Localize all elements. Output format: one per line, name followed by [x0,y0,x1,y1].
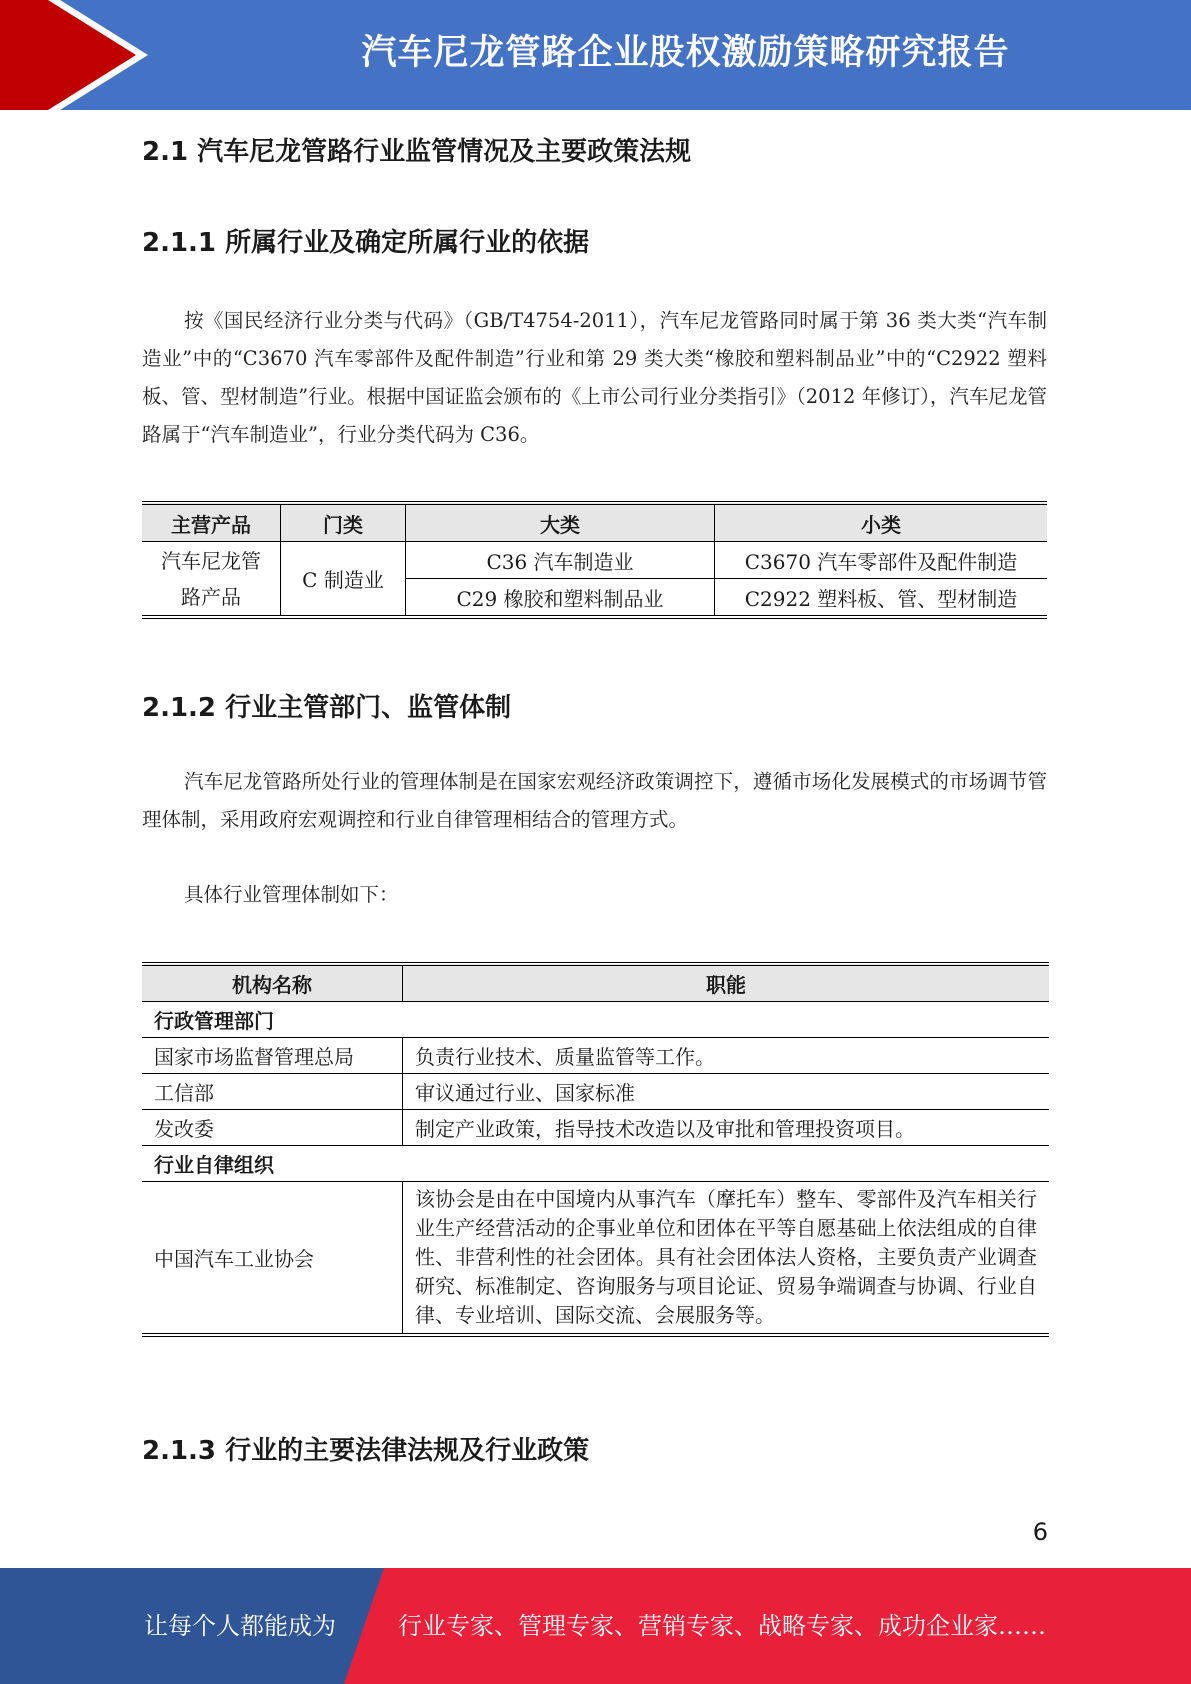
table-header-cell: 大类 [406,503,715,542]
org-duty-cell: 审议通过行业、国家标准 [403,1074,1050,1110]
table-row [142,1110,1049,1146]
regulator-table [142,962,1049,1337]
section-heading-2-1: 2.1 汽车尼龙管路行业监管情况及主要政策法规 [142,137,692,167]
table-header-cell: 小类 [715,503,1048,542]
section-heading-2-1-1: 2.1.1 所属行业及确定所属行业的依据 [142,228,590,258]
paragraph-classification-basis: 按《国民经济行业分类与代码》（GB/T4754-2011），汽车尼龙管路同时属于第 36 类大类“汽车制造业”中的“C3670 汽车零部件及配件制造”行业和第 29 类大类“橡胶和塑料制品业”中的“C2922 塑料板、管、型材制造”行业。根据中国证监会颁布的《上市公司行业分类指引》（2012 年修订），汽车尼龙管路属于“汽车制造业”，行业分类代码为 C36。 [142,309,1047,446]
org-duty-cell: 该协会是由在中国境内从事汽车（摩托车）整车、零部件及汽车相关行业生产经营活动的企事业单位和团体在平等自愿基础上依法组成的自律性、非营利性的社会团体。具有社会团体法人资格，主要负责产业调查研究、标准制定、咨询服务与项目论证、贸易争端调查与协调、行业自律、专业培训、国际交流、会展服务等。 [403,1182,1050,1336]
page-footer-band [0,1568,1191,1684]
paragraph-management-system: 汽车尼龙管路所处行业的管理体制是在国家宏观经济政策调控下，遵循市场化发展模式的市场调节管理体制，采用政府宏观调控和行业自律管理相结合的管理方式。 [142,770,1047,831]
table-header-cell: 主营产品 [142,503,281,542]
table-cell-major: C36 汽车制造业 [406,542,715,579]
table-cell-major: C29 橡胶和塑料制品业 [406,579,715,618]
table-cell-minor: C2922 塑料板、管、型材制造 [715,579,1048,618]
group-label-self-regulatory: 行业自律组织 [142,1146,1049,1182]
table-cell-product: 汽车尼龙管路产品 [142,542,281,618]
page-header-band [0,0,1191,110]
industry-classification-table [142,501,1047,619]
table-row [142,542,1047,579]
table-header-cell: 门类 [281,503,406,542]
table-cell-minor: C3670 汽车零部件及配件制造 [715,542,1048,579]
footer-slogan-right: 行业专家、管理专家、营销专家、战略专家、成功企业家…… [398,1612,1046,1640]
table-row [142,1182,1049,1336]
page-number: 6 [1032,1518,1048,1546]
org-duty-cell: 负责行业技术、质量监管等工作。 [403,1038,1050,1074]
report-title: 汽车尼龙管路企业股权激励策略研究报告 [361,33,1010,73]
table-cell-category: C 制造业 [281,542,406,618]
section-heading-2-1-2: 2.1.2 行业主管部门、监管体制 [142,693,512,723]
paragraph-table-intro: 具体行业管理体制如下： [184,883,399,906]
table-header-cell: 机构名称 [142,964,403,1002]
section-heading-2-1-3: 2.1.3 行业的主要法律法规及行业政策 [142,1436,590,1466]
group-label-admin: 行政管理部门 [142,1002,1049,1038]
org-duty-cell: 制定产业政策，指导技术改造以及审批和管理投资项目。 [403,1110,1050,1146]
org-name-cell: 工信部 [142,1074,403,1110]
org-name-cell: 发改委 [142,1110,403,1146]
table-row [142,1038,1049,1074]
table-header-row [142,964,1049,1002]
org-name-cell: 中国汽车工业协会 [142,1182,403,1336]
table-header-row [142,503,1047,542]
table-row [142,1074,1049,1110]
table-header-cell: 职能 [403,964,1050,1002]
org-name-cell: 国家市场监督管理总局 [142,1038,403,1074]
table-group-row [142,1146,1049,1182]
table-group-row [142,1002,1049,1038]
footer-slogan-left: 让每个人都能成为 [144,1612,336,1640]
